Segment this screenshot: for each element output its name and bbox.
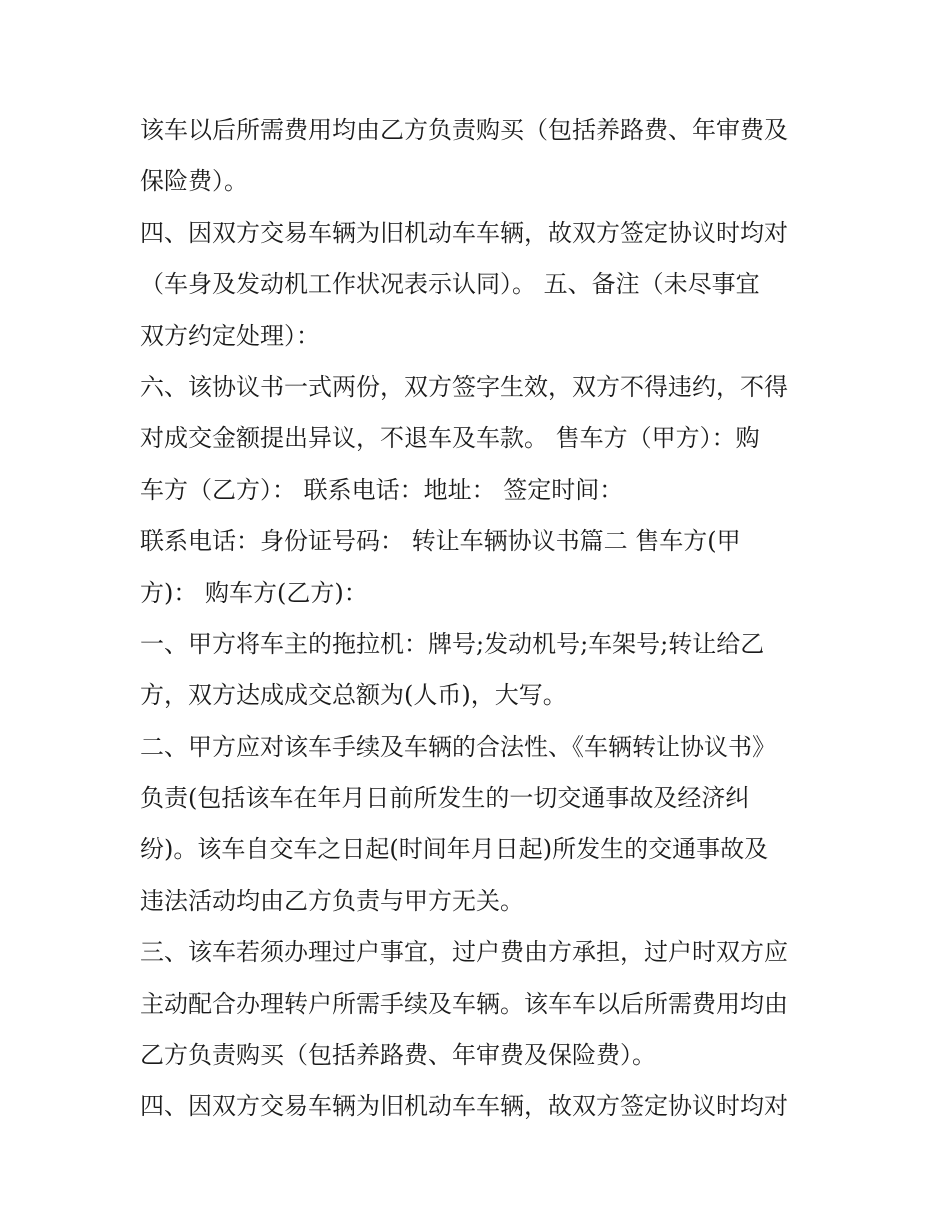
text-line: 该车以后所需费用均由乙方负责购买（包括养路费、年审费及	[140, 116, 788, 144]
text-line: 二、甲方应对该车手续及车辆的合法性、《车辆转让协议书》	[140, 732, 776, 761]
text-line: 联系电话：身份证号码： 转让车辆协议书篇二 售车方(甲	[140, 527, 741, 556]
text-line: 违法活动均由乙方负责与甲方无关。	[140, 886, 524, 915]
text-line: 方)： 购车方(乙方)：	[140, 578, 368, 607]
text-line: 方，双方达成成交总额为(人币)，大写。	[140, 681, 567, 710]
text-line: 车方（乙方）： 联系电话：地址： 签定时间：	[140, 475, 624, 504]
text-line: 乙方负责购买（包括养路费、年审费及保险费）。	[140, 1041, 656, 1070]
text-line: 主动配合办理转户所需手续及车辆。该车车以后所需费用均由	[140, 989, 788, 1018]
text-line: 对成交金额提出异议，不退车及车款。 售车方（甲方）：购	[140, 424, 760, 453]
text-line: 三、该车若须办理过户事宜，过户费由方承担，过户时双方应	[140, 938, 788, 967]
text-line: 四、因双方交易车辆为旧机动车车辆，故双方签定协议时均对	[140, 218, 788, 247]
text-line: （车身及发动机工作状况表示认同）。 五、备注（未尽事宜	[140, 270, 760, 299]
text-line: 纷)。该车自交车之日起(时间年月日起)所发生的交通事故及	[140, 835, 769, 864]
text-line: 六、该协议书一式两份，双方签字生效，双方不得违约，不得	[140, 372, 788, 401]
text-line: 一、甲方将车主的拖拉机：牌号;发动机号;车架号;转让给乙	[140, 629, 765, 658]
text-line: 四、因双方交易车辆为旧机动车车辆，故双方签定协议时均对	[140, 1092, 788, 1121]
document-body	[140, 105, 830, 1133]
text-line: 双方约定处理）：	[140, 321, 320, 350]
text-line: 保险费）。	[140, 167, 248, 196]
text-line: 负责(包括该车在年月日前所发生的一切交通事故及经济纠	[140, 784, 750, 813]
